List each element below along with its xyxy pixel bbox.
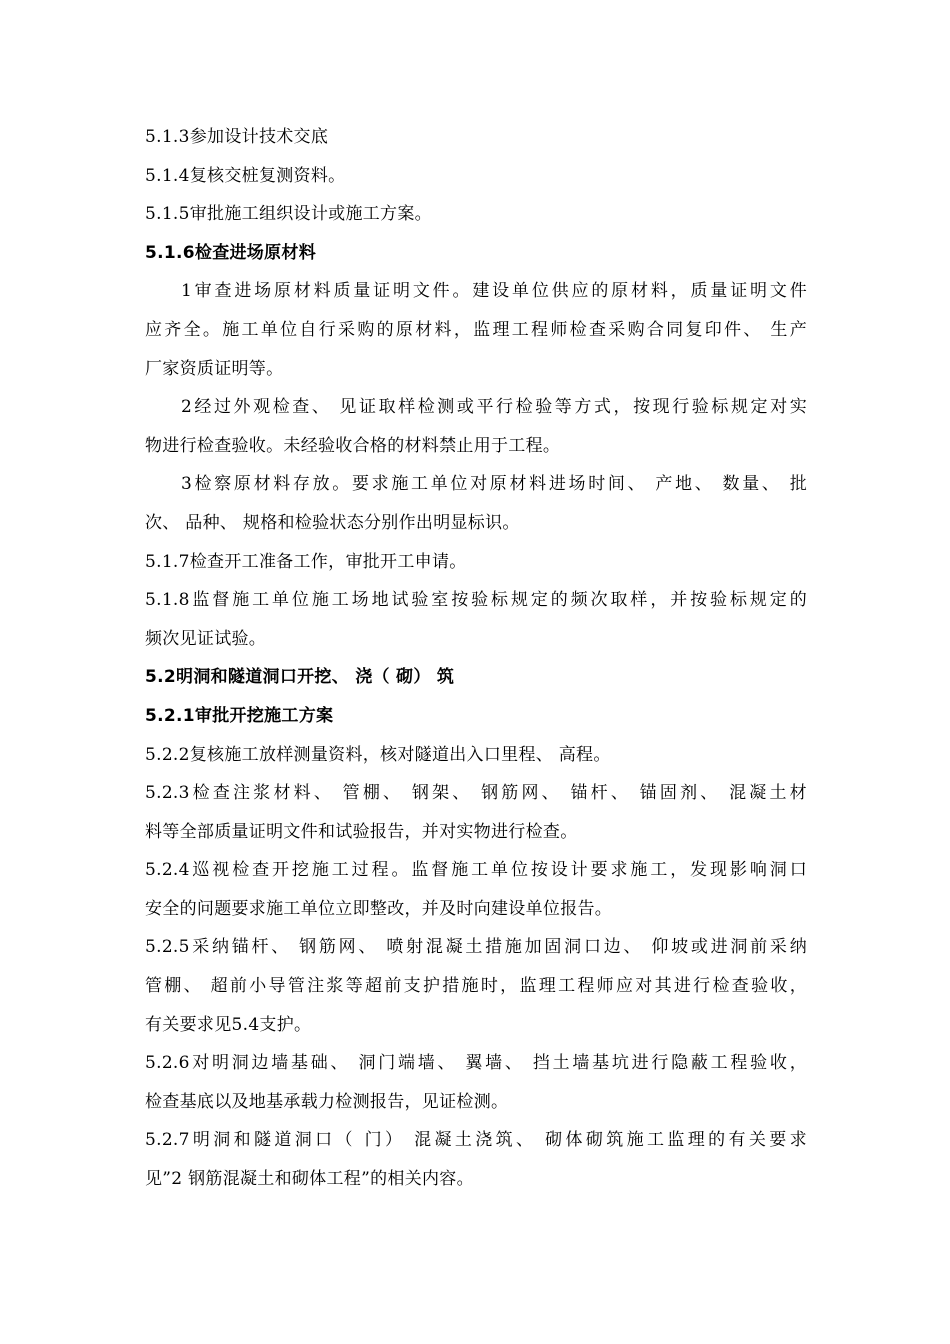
section-heading: 5.2明洞和隧道洞口开挖、 浇（ 砌） 筑 bbox=[145, 667, 455, 688]
text-line: 检查基底以及地基承载力检测报告，见证检测。 bbox=[145, 1091, 509, 1112]
text-line: 厂家资质证明等。 bbox=[145, 358, 284, 379]
text-line: 1审查进场原材料质量证明文件。建设单位供应的原材料，质量证明文件 bbox=[181, 281, 807, 302]
text-line: 5.1.3参加设计技术交底 bbox=[145, 127, 329, 147]
text-line: 5.1.5审批施工组织设计或施工方案。 bbox=[145, 204, 432, 225]
text-line: 管棚、 超前小导管注浆等超前支护措施时，监理工程师应对其进行检查验收， bbox=[145, 976, 807, 997]
text-line: 5.2.4巡视检查开挖施工过程。监督施工单位按设计要求施工，发现影响洞口 bbox=[145, 860, 807, 881]
text-line: 应齐全。施工单位自行采购的原材料，监理工程师检查采购合同复印件、 生产 bbox=[145, 319, 807, 340]
text-line: 次、 品种、 规格和检验状态分别作出明显标识。 bbox=[145, 512, 520, 533]
text-line: 5.2.2复核施工放样测量资料，核对隧道出入口里程、 高程。 bbox=[145, 744, 611, 765]
text-line: 有关要求见5.4支护。 bbox=[145, 1014, 312, 1035]
section-heading: 5.2.1审批开挖施工方案 bbox=[145, 705, 334, 726]
text-line: 物进行检查验收。未经验收合格的材料禁止用于工程。 bbox=[145, 435, 561, 456]
text-line: 5.1.8监督施工单位施工场地试验室按验标规定的频次取样，并按验标规定的 bbox=[145, 590, 807, 611]
section-heading: 5.1.6检查进场原材料 bbox=[145, 242, 317, 263]
text-line: 5.2.3检查注浆材料、 管棚、 钢架、 钢筋网、 锚杆、 锚固剂、 混凝土材 bbox=[145, 783, 807, 804]
text-line: 见”2 钢筋混凝土和砌体工程”的相关内容。 bbox=[145, 1169, 474, 1190]
text-line: 5.2.7明洞和隧道洞口（ 门） 混凝土浇筑、 砌体砌筑施工监理的有关要求 bbox=[145, 1130, 807, 1151]
document-body bbox=[145, 118, 807, 1199]
text-line: 2经过外观检查、 见证取样检测或平行检验等方式，按现行验标规定对实 bbox=[181, 397, 807, 418]
text-line: 料等全部质量证明文件和试验报告，并对实物进行检查。 bbox=[145, 821, 578, 842]
text-line: 5.1.7检查开工准备工作，审批开工申请。 bbox=[145, 551, 467, 572]
text-line: 5.1.4复核交桩复测资料。 bbox=[145, 165, 346, 186]
text-line: 安全的问题要求施工单位立即整改，并及时向建设单位报告。 bbox=[145, 898, 613, 919]
text-line: 频次见证试验。 bbox=[145, 628, 267, 649]
text-line: 3检察原材料存放。要求施工单位对原材料进场时间、 产地、 数量、 批 bbox=[181, 474, 807, 495]
text-line: 5.2.5采纳锚杆、 钢筋网、 喷射混凝土措施加固洞口边、 仰坡或进洞前采纳 bbox=[145, 937, 807, 958]
text-line: 5.2.6对明洞边墙基础、 洞门端墙、 翼墙、 挡土墙基坑进行隐蔽工程验收， bbox=[145, 1053, 807, 1074]
